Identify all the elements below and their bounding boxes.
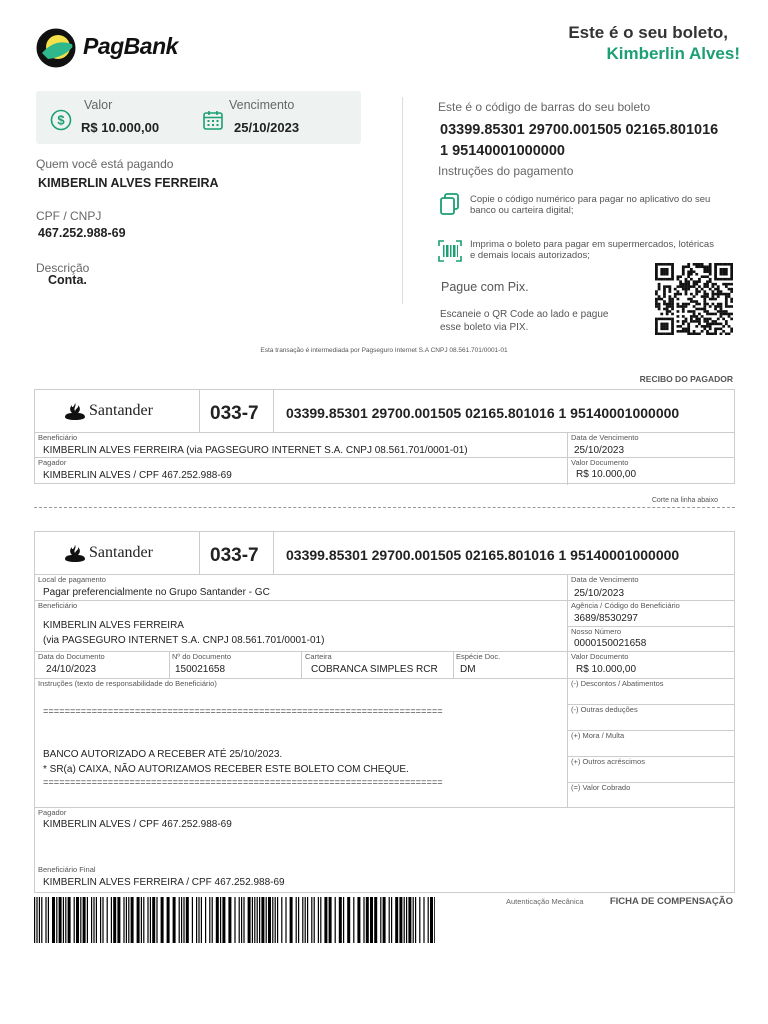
cpf-value: 467.252.988-69 (38, 226, 126, 240)
vencimento-label: Vencimento (229, 98, 295, 112)
acrescimos-label: (+) Outros acréscimos (571, 757, 645, 766)
numdoc-label: Nº do Documento (172, 652, 232, 661)
autenticacao-label: Autenticação Mecânica (506, 897, 584, 906)
pix-qr-code-icon (655, 263, 733, 335)
benef-label: Beneficiário (38, 601, 78, 610)
agencia-label: Agência / Código do Beneficiário (571, 601, 680, 610)
pagador-label: Pagador (38, 808, 67, 817)
cut-line (34, 507, 735, 508)
valor-doc-label: Valor Documento (571, 458, 629, 467)
deducoes-label: (-) Outras deduções (571, 705, 638, 714)
benef-line-1: KIMBERLIN ALVES FERREIRA (43, 620, 184, 631)
digitable-line: 03399.85301 29700.001505 02165.801016 1 95140001000000 (286, 405, 680, 421)
pix-title: Pague com Pix. (441, 280, 529, 294)
nosso-value: 0000150021658 (574, 638, 647, 649)
valor-label: Valor (84, 98, 113, 112)
cpf-label: CPF / CNPJ (36, 209, 102, 223)
bank-name: Santander (89, 544, 153, 561)
barcode-line-2: 1 95140001000000 (440, 143, 565, 159)
beneficiario-label: Beneficiário (38, 433, 78, 442)
barcode-print-icon (438, 240, 462, 262)
valor-value: R$ 10.000,00 (81, 120, 160, 135)
descontos-label: (-) Descontos / Abatimentos (571, 679, 664, 688)
local-value: Pagar preferencialmente no Grupo Santander - GC (43, 587, 270, 598)
pagador-value: KIMBERLIN ALVES / CPF 467.252.988-69 (43, 470, 232, 481)
payee-value: KIMBERLIN ALVES FERREIRA (38, 176, 219, 190)
venc-label: Data de Vencimento (571, 433, 639, 442)
mora-label: (+) Mora / Multa (571, 731, 625, 740)
vertical-divider (402, 97, 403, 304)
pix-text: Escaneie o QR Code ao lado e pague esse boleto via PIX. (440, 309, 609, 333)
instr-line-2: * SR(a) CAIXA, NÃO AUTORIZAMOS RECEBER ESTE BOLETO COM CHEQUE. (43, 764, 409, 775)
payment-barcode (34, 897, 435, 943)
print-instruction: Imprima o boleto para pagar em supermercados, lotéricas e demais locais autorizados; (470, 239, 714, 261)
cobrado-label: (=) Valor Cobrado (571, 783, 631, 792)
datadoc-value: 24/10/2023 (46, 664, 97, 675)
svg-text:$: $ (57, 112, 65, 128)
compensation-slip (34, 531, 735, 893)
cut-note: Corte na linha abaixo (651, 497, 718, 504)
pagador-label: Pagador (38, 458, 67, 467)
calendar-icon (202, 109, 224, 131)
vencimento-value: 25/10/2023 (234, 120, 300, 135)
local-label: Local de pagamento (38, 575, 106, 584)
receipt-title: RECIBO DO PAGADOR (639, 374, 733, 384)
customer-name: Kimberlin Alves! (606, 44, 740, 63)
brand-name: PagBank (83, 33, 178, 59)
instructions-title: Instruções do pagamento (438, 164, 574, 178)
bank-code: 033-7 (210, 403, 259, 424)
santander-flame-icon (65, 544, 85, 562)
beneficiario-value: KIMBERLIN ALVES FERREIRA (via PAGSEGURO INTERNET S.A. CNPJ 08.561.701/0001-01) (43, 445, 468, 456)
agencia-value: 3689/8530297 (574, 613, 638, 624)
valordoc-label: Valor Documento (571, 652, 629, 661)
digitable-line: 03399.85301 29700.001505 02165.801016 1 95140001000000 (286, 547, 680, 563)
especie-label: Espécie Doc. (456, 652, 501, 661)
venc-value: 25/10/2023 (574, 588, 625, 599)
copy-icon[interactable] (440, 193, 460, 215)
copy-instruction: Copie o código numérico para pagar no aplicativo do seu banco ou carteira digital; (470, 194, 711, 216)
desc-label: Descrição (36, 261, 90, 275)
ficha-title: FICHA DE COMPENSAÇÃO (609, 896, 733, 907)
santander-flame-icon (65, 402, 85, 420)
greeting: Este é o seu boleto, (568, 23, 728, 42)
receipt-box (34, 389, 735, 484)
intermediation-note: Esta transação é intermediada por Pagseguro Internet S.A CNPJ 08.561.701/0001-01 (260, 347, 508, 354)
dollar-icon (50, 109, 72, 131)
nosso-label: Nosso Número (571, 627, 622, 636)
barcode-digitable[interactable] (440, 120, 740, 162)
instr-label: Instruções (texto de responsabilidade do Beneficiário) (38, 679, 217, 688)
valor-doc-value: R$ 10.000,00 (576, 469, 637, 480)
barcode-label: Este é o código de barras do seu boleto (438, 100, 651, 114)
separator-line: ========================================================================== (43, 778, 443, 788)
venc-value: 25/10/2023 (574, 445, 625, 456)
final-value: KIMBERLIN ALVES FERREIRA / CPF 467.252.988-69 (43, 877, 285, 888)
pagbank-logo-icon (36, 27, 78, 69)
instr-line-1: BANCO AUTORIZADO A RECEBER ATÉ 25/10/2023. (43, 749, 283, 760)
valordoc-value: R$ 10.000,00 (576, 664, 637, 675)
especie-value: DM (460, 664, 476, 675)
pagador-value: KIMBERLIN ALVES / CPF 467.252.988-69 (43, 819, 232, 830)
desc-value: Conta. (48, 273, 87, 287)
benef-line-2: (via PAGSEGURO INTERNET S.A. CNPJ 08.561.701/0001-01) (43, 635, 325, 646)
carteira-label: Carteira (305, 652, 332, 661)
bank-name: Santander (89, 402, 153, 419)
bank-code: 033-7 (210, 545, 259, 566)
venc-label: Data de Vencimento (571, 575, 639, 584)
payee-label: Quem você está pagando (36, 157, 174, 171)
barcode-line-1: 03399.85301 29700.001505 02165.801016 (440, 122, 719, 138)
carteira-value: COBRANCA SIMPLES RCR (311, 664, 438, 675)
final-label: Beneficiário Final (38, 865, 96, 874)
separator-line: ========================================================================== (43, 707, 443, 717)
datadoc-label: Data do Documento (38, 652, 105, 661)
numdoc-value: 150021658 (175, 664, 226, 675)
